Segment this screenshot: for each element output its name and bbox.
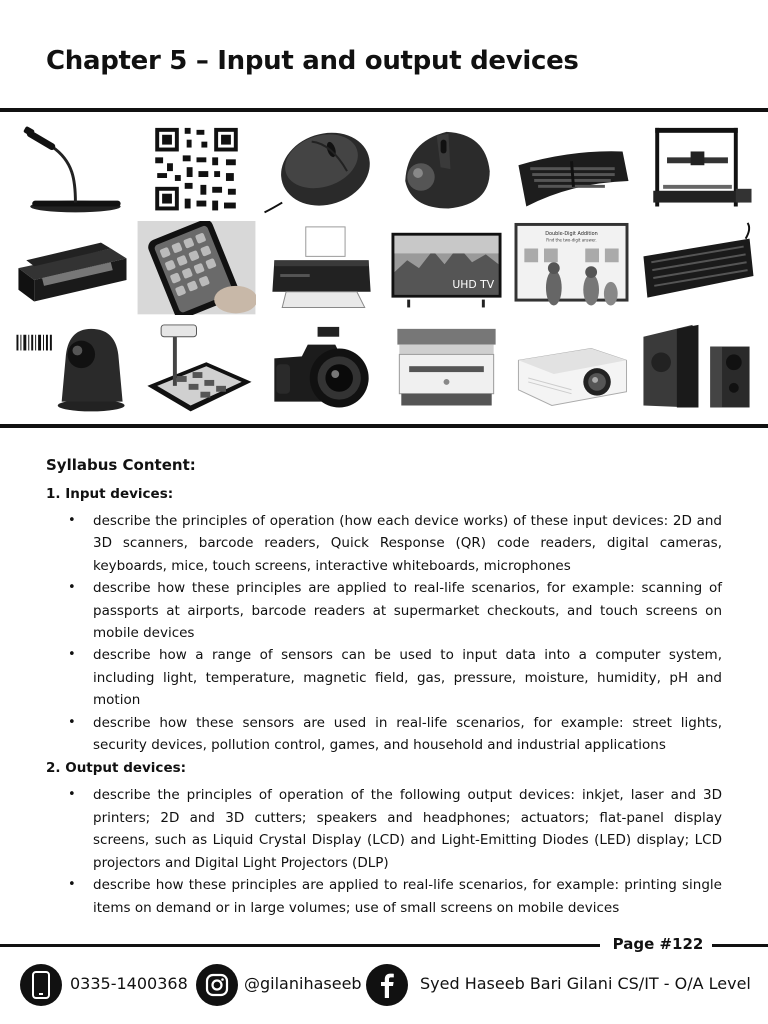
input-devices-list xyxy=(68,510,722,756)
speakers-image xyxy=(637,321,756,414)
qr-code-image xyxy=(137,122,256,215)
ergonomic-keyboard-image xyxy=(512,122,631,215)
list-item: • describe the principles of operation of the following output devices: inkjet, laser and 3D printers; 2D and 3D cutters; speakers and headphones; actuators; flat-panel display screens, such as Liquid Crystal Display (LCD) and Light-Emitting Diodes (LED) display; LCD projectors and Digital Light Projectors (DLP) xyxy=(68,784,722,874)
3d-printer-image xyxy=(637,122,756,215)
phone-number: 0335-1400368 xyxy=(70,974,188,993)
uhd-tv-image xyxy=(387,221,506,314)
device-image-grid xyxy=(12,122,756,414)
page-number: Page #122 xyxy=(606,935,710,953)
barcode-reader-image xyxy=(12,321,131,414)
author-credit: Syed Haseeb Bari Gilani CS/IT - O/A Level xyxy=(420,974,751,993)
list-item: • describe how these sensors are used in real-life scenarios, for example: street lights, security devices, pollution control, games, and household and industrial applications xyxy=(68,712,722,757)
smartphone-image xyxy=(137,221,256,314)
syllabus-content xyxy=(46,456,722,919)
flatbed-scanner-image xyxy=(12,221,131,314)
image-grid-divider xyxy=(0,424,768,428)
keyboard-image xyxy=(637,221,756,314)
header-divider xyxy=(0,108,768,112)
tv-screen-label: UHD TV xyxy=(452,278,495,292)
list-item: • describe how a range of sensors can be used to input data into a computer system, including light, temperature, magnetic field, gas, pressure, moisture, humidity, pH and motion xyxy=(68,644,722,711)
output-devices-list xyxy=(68,784,722,918)
footer-divider-left xyxy=(0,944,600,947)
microphone-image xyxy=(12,122,131,215)
social-handle: @gilanihaseeb xyxy=(244,974,362,993)
list-item: • describe how these principles are applied to real-life scenarios, for example: printing single items on demand or in large volumes; use of small screens on mobile devices xyxy=(68,874,722,919)
facebook-icon xyxy=(366,964,408,1006)
syllabus-title: Syllabus Content: xyxy=(46,456,196,474)
laser-printer-image xyxy=(387,321,506,414)
footer-divider-right xyxy=(712,944,768,947)
inkjet-printer-image xyxy=(262,221,381,314)
input-devices-heading: 1. Input devices: xyxy=(46,486,174,502)
whiteboard-subheading: Find the two-digit answer. xyxy=(546,237,597,243)
whiteboard-heading: Double-Digit Addition xyxy=(545,231,598,238)
digital-camera-image xyxy=(262,321,381,414)
trackball-mouse-image xyxy=(387,122,506,215)
mouse-image xyxy=(262,122,381,215)
chapter-title: Chapter 5 – Input and output devices xyxy=(46,46,579,76)
list-item: • describe how these principles are applied to real-life scenarios, for example: scanning of passports at airports, barcode readers at supermarket checkouts, and touch screens on mobile devices xyxy=(68,577,722,644)
phone-icon xyxy=(20,964,62,1006)
projector-image xyxy=(512,321,631,414)
list-item: • describe the principles of operation (how each device works) of these input devices: 2D and 3D scanners, barcode readers, Quick Response (QR) code readers, digital cameras, keyboards, mice, touch screens, interactive whiteboards, microphones xyxy=(68,510,722,577)
output-devices-heading: 2. Output devices: xyxy=(46,760,187,777)
instagram-icon xyxy=(196,964,238,1006)
3d-scanner-image xyxy=(137,321,256,414)
footer xyxy=(0,960,768,1010)
interactive-whiteboard-image xyxy=(512,221,631,314)
